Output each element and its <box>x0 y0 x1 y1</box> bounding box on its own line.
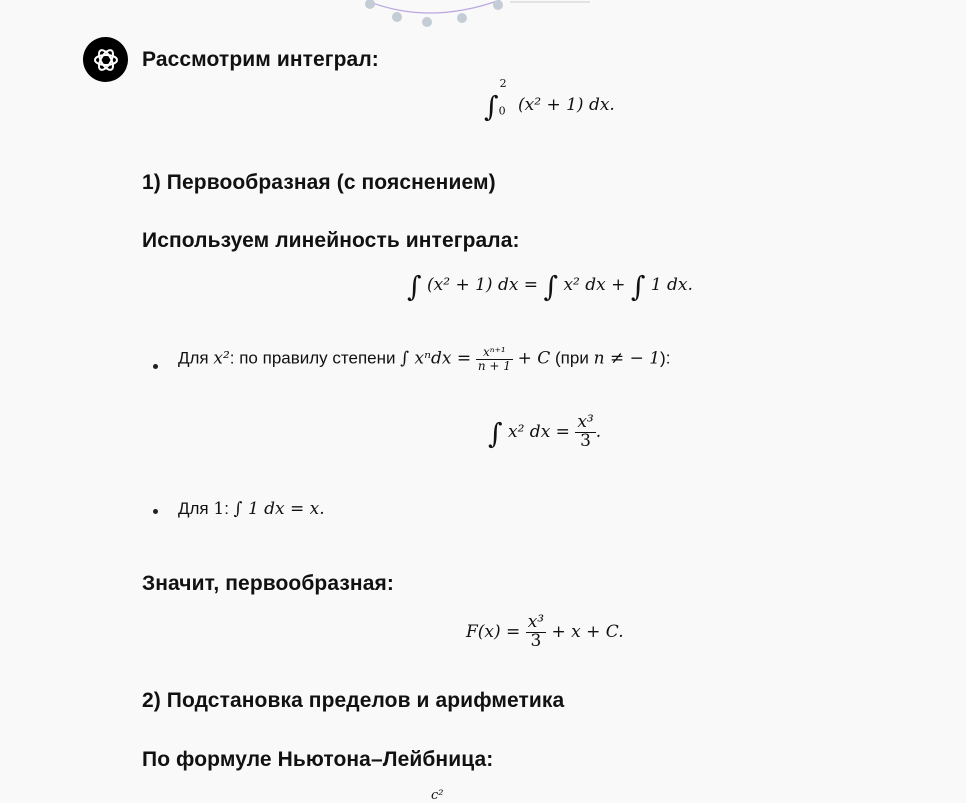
section-1-heading: 1) Первообразная (с пояснением) <box>142 171 496 194</box>
assistant-avatar <box>83 37 128 82</box>
antiderivative-formula: F(x) = $\frac{\text{x³}}{3}$ + x + C. <box>466 612 624 651</box>
constant-rule-item: Для 1: ∫ 1 dx = x. <box>178 499 325 519</box>
section-2-heading: 2) Подстановка пределов и арифметика <box>142 689 565 712</box>
linearity-heading: Используем линейность интеграла: <box>142 229 520 252</box>
bullet-marker <box>153 364 158 369</box>
intro-text: Рассмотрим интеграл: <box>142 48 379 71</box>
power-rule-item: Для x²: по правилу степени ∫ xⁿdx = $\frac{\text{xⁿ⁺¹}}{n + 1}$ + C (при n ≠ − 1): <box>178 345 671 373</box>
bullet-marker <box>153 509 158 514</box>
bottom-cut-formula: c² <box>431 788 444 803</box>
linearity-equation: ∫ (x² + 1) dx = ∫ x² dx + ∫ 1 dx. <box>407 270 693 303</box>
antiderivative-heading: Значит, первообразная: <box>142 572 394 595</box>
x-squared-integral: ∫ x² dx = $\frac{\text{x³}}{3}$ . <box>488 412 602 451</box>
openai-logo-icon <box>92 46 120 74</box>
main-integral: $\int_0^2$ (x² + 1) dx. <box>484 77 615 123</box>
newton-leibniz-heading: По формуле Ньютона–Лейбница: <box>142 748 494 771</box>
garland-decoration <box>360 0 600 30</box>
